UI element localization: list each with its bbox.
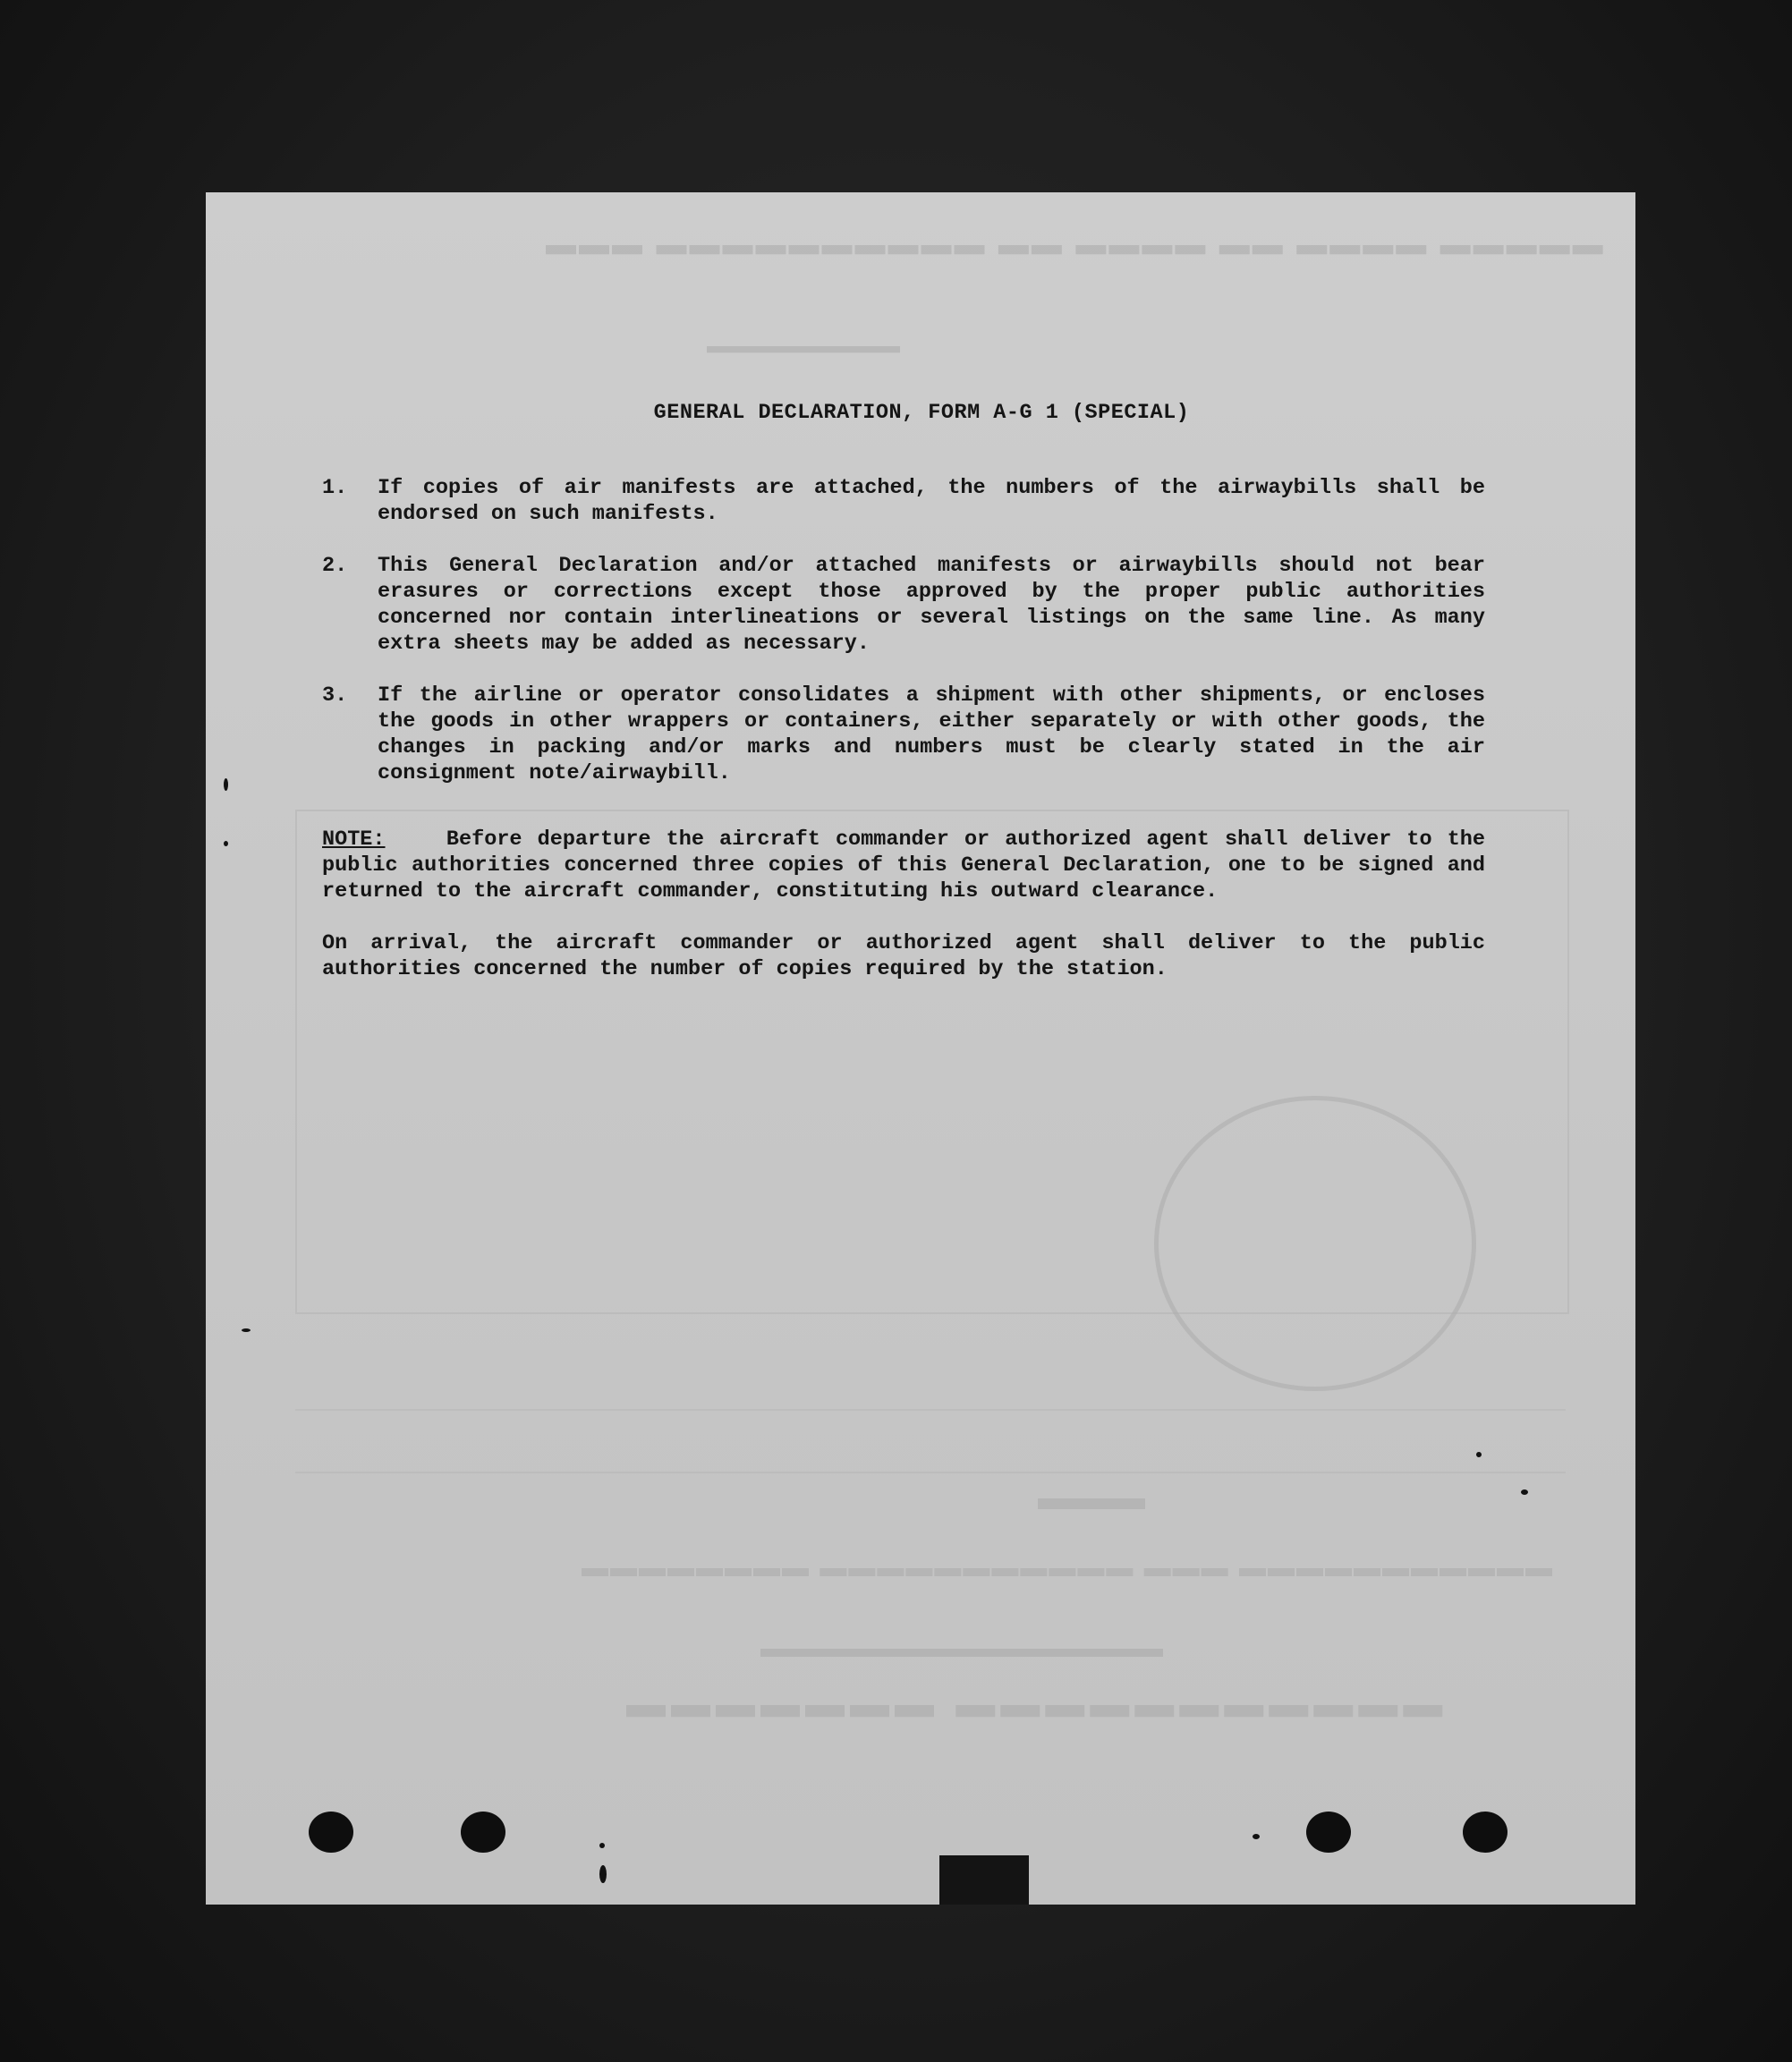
speck (1253, 1834, 1260, 1839)
item-number: 3. (322, 683, 348, 708)
punch-hole (1306, 1812, 1351, 1853)
bleed-through-rule (295, 1409, 1566, 1411)
speck (1476, 1452, 1482, 1457)
speck (242, 1328, 251, 1332)
item-text: This General Declaration and/or attached manifests or airwaybills should not bear erasures or corrections except those approved by the proper public authorities concerned nor contain interlineations or several listings on the same line. As many extra sheets may be added as necessary. (378, 554, 1485, 656)
item-text: If the airline or operator consolidates a shipment with other shipments, or encloses the goods in other wrappers or containers, either separately or with other goods, the changes in packing and/or marks and numbers must be clearly stated in the air consignment note/airwaybill. (378, 683, 1485, 785)
note-text: Before departure the aircraft commander or authorized agent shall deliver to the public authorities concerned three copies of this General Declaration, one to be signed and returned to the aircraft commander, constituting his outward clearance. (322, 827, 1485, 904)
page-notch (939, 1855, 1029, 1905)
item-number: 1. (322, 476, 348, 500)
bleed-through-text: ▬▬▬ (1038, 1490, 1145, 1530)
bleed-through-text: ▬▬▬ ▬▬▬▬▬▬▬▬▬▬ ▬▬ ▬▬▬▬ ▬▬ ▬▬▬▬ ▬▬▬▬▬ (546, 238, 1606, 272)
note-label: NOTE: (322, 827, 386, 852)
item-text: If copies of air manifests are attached, the numbers of the airwaybills shall be endorsed on such manifests. (378, 476, 1485, 526)
punch-hole (461, 1812, 505, 1853)
bleed-through-rule (295, 1472, 1566, 1473)
speck (1521, 1489, 1528, 1495)
bleed-through-text: ▬▬▬▬▬▬▬▬ ▬▬▬▬▬▬▬▬▬▬▬ ▬▬▬ ▬▬▬▬▬▬▬▬▬▬▬ (582, 1562, 1555, 1591)
bleed-through-text: ▬▬▬▬▬▬▬▬▬▬▬▬▬▬▬ (760, 1642, 1163, 1672)
list-item (322, 475, 1485, 527)
speck (599, 1865, 607, 1883)
page-title: GENERAL DECLARATION, FORM A-G 1 (SPECIAL) (653, 401, 1190, 425)
arrival-paragraph: On arrival, the aircraft commander or authorized agent shall deliver to the public authorities concerned the number of copies required by the station. (322, 931, 1485, 981)
list-item (322, 553, 1485, 657)
bleed-through-text: ▬▬▬▬▬▬▬ ▬▬▬▬▬▬▬▬▬▬▬ (626, 1696, 1448, 1740)
punch-hole (1463, 1812, 1507, 1853)
speck (224, 778, 228, 791)
note-paragraph (322, 827, 1485, 904)
list-item (322, 683, 1485, 786)
speck (224, 841, 228, 846)
speck (599, 1843, 605, 1848)
document-page (206, 192, 1635, 1905)
punch-hole (309, 1812, 353, 1853)
bleed-through-stamp (1154, 1096, 1476, 1391)
bleed-through-text: ▬▬▬▬▬▬▬▬▬ (707, 341, 900, 365)
item-number: 2. (322, 554, 348, 578)
declaration-instructions (322, 400, 1485, 982)
